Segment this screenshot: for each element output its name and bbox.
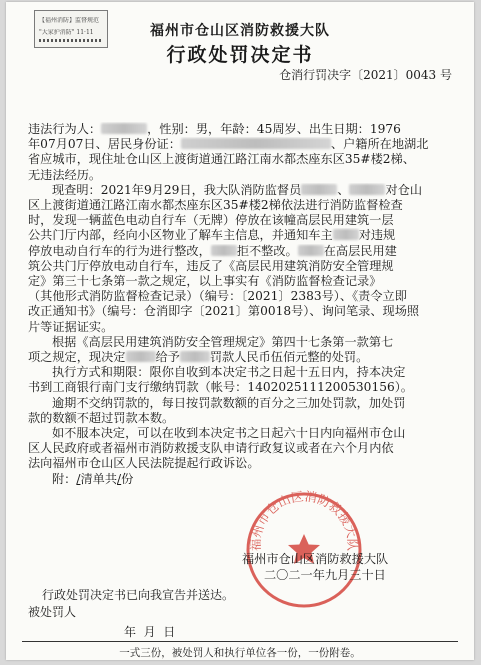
- body-text-span: 定》第三十七条第一款之规定，以上事实有《消防监督检查记录》: [28, 274, 382, 288]
- body-text-span: 改正通知书》（编号：仓消即字〔2021〕第0018号）、询问笔录、现场照: [28, 304, 420, 319]
- redacted-text: [181, 138, 331, 149]
- body-line: [28, 274, 460, 289]
- body-line: [28, 380, 460, 395]
- body-text-span: 现查明：2021年9月29日，我大队消防监督员: [52, 182, 302, 197]
- body-text-span: 书到工商银行南门支行缴纳罚款（帐号：1402025111200530156）。: [28, 380, 413, 395]
- body-line: [28, 335, 460, 350]
- signature-date: 二〇二一年九月三十日: [264, 568, 386, 582]
- body-text-span: ，性别：男，年龄：45周岁、出生日期：1976: [147, 122, 401, 136]
- body-text-span: 款的数额不超过罚款本数。: [28, 410, 175, 425]
- redacted-text: [349, 184, 385, 195]
- body-text-span: 如不服本决定，可以在收到本决定书之日起六十日内向福州市仓山: [52, 426, 406, 440]
- agency-header: 福州市仓山区消防救援大队: [150, 23, 330, 39]
- corner-label-line2: "大家护消防" 11·11: [39, 29, 94, 36]
- body-line: [28, 228, 460, 243]
- body-text-span: 时，发现一辆蓝色电动自行车（无牌）停放在该幢高层民用建筑一层: [28, 213, 394, 228]
- body-text-span: 罚款人民币伍佰元整的处罚。: [209, 350, 369, 364]
- body-text-span: /: [76, 471, 81, 486]
- body-text-span: 项之规定，现决定: [28, 350, 126, 364]
- body-line: [28, 259, 460, 274]
- signature-agency: 福州市仓山区消防救援大队: [242, 552, 389, 566]
- body-text-span: 、户籍所在地湖北: [330, 137, 429, 152]
- redacted-text: [333, 229, 359, 240]
- body-line: [28, 411, 460, 426]
- body-line: [28, 320, 460, 335]
- body-line: [28, 289, 460, 304]
- document-page: [6, 2, 474, 660]
- document-number: 仓消行罚决字〔2021〕0043 号: [279, 68, 452, 82]
- footer-divider: [22, 641, 458, 642]
- recipient-date: 年 月 日: [124, 625, 176, 639]
- delivery-statement: 行政处罚决定书已向我宣告并送达。: [42, 588, 235, 602]
- body-text-span: 区上渡街道通江路江南水都杰座东区35#楼2梯依法进行消防监督检查: [28, 198, 403, 212]
- recipient-label: 被处罚人: [28, 605, 77, 619]
- body-text-span: 对仓山: [385, 182, 423, 197]
- body-text-span: 份: [121, 471, 134, 486]
- body-line: [28, 213, 460, 228]
- body-text-span: 停放电动自行车的行为进行整改，: [28, 243, 211, 258]
- body-text-span: 违法行为人：: [28, 122, 102, 136]
- body-text-span: 附：: [52, 471, 77, 486]
- body-text-span: 年07月07日、居民身份证：: [28, 137, 181, 152]
- body-text-span: 片等证据证实。: [28, 319, 114, 334]
- redacted-text: [301, 184, 337, 195]
- body-line: [28, 198, 460, 213]
- body-line: [28, 350, 460, 365]
- body-text-span: 区人民政府或者福州市消防救援支队申请行政复议或者在六个月内依: [28, 441, 394, 456]
- body-line: [28, 183, 460, 198]
- redacted-text: [126, 351, 156, 362]
- body-line: [28, 137, 460, 152]
- body-text-span: 法向福州市仓山区人民法院提起行政诉讼。: [28, 456, 260, 471]
- body-line: [28, 304, 460, 319]
- body-line: [28, 122, 460, 137]
- body-text-span: 、: [337, 182, 350, 197]
- body-text-span: 清单共: [80, 471, 118, 486]
- document-title: 行政处罚决定书: [166, 44, 314, 66]
- body-text-span: 逾期不交纳罚款的，每日按罚款数额的百分之三加处罚款，加处罚: [52, 395, 406, 410]
- body-text-span: 给予: [155, 350, 180, 364]
- body-line: [28, 365, 460, 380]
- body-text-span: 执行方式和期限：限你自收到本决定书之日起十五日内，持本决定: [52, 365, 406, 380]
- body-line: [28, 396, 460, 411]
- body-line: [28, 152, 460, 167]
- body-text-span: 根据《高层民用建筑消防安全管理规定》第四十七条第一款第七: [52, 334, 394, 349]
- body-text-span: 拒不整改。: [236, 243, 298, 258]
- body-text-span: 公共门厅内部，经向小区物业了解车主信息，并通知车主: [28, 228, 333, 243]
- footer-note: 一式三份，被处罚人和执行单位各一份，一份附卷。: [119, 647, 361, 659]
- body-line: [28, 244, 460, 259]
- body-line: [28, 472, 460, 487]
- body-text-span: （其他形式消防监督检查记录）（编号：〔2021〕2383号）、《责令立即: [28, 289, 407, 304]
- body-line: [28, 456, 460, 471]
- body-text-span: 筑公共门厅停放电动自行车，违反了《高层民用建筑消防安全管理规: [28, 258, 394, 273]
- body-text-span: 无违法经历。: [28, 167, 102, 182]
- redacted-text: [180, 351, 210, 362]
- body-line: [28, 441, 460, 456]
- body-text-span: 在高层民用建: [323, 243, 397, 258]
- body-text-span: 省应城市，现住址仓山区上渡街道通江路江南水都杰座东区35#楼2梯、: [28, 152, 415, 167]
- body-text-span: 对违规: [358, 228, 396, 243]
- body-line: [28, 168, 460, 183]
- corner-label-line1: 【福州消防】监督规范: [39, 17, 100, 24]
- body-text-span: /: [117, 471, 122, 486]
- redacted-text: [211, 245, 237, 256]
- redacted-text: [101, 123, 147, 134]
- seal-text: 福州市仓山区消防救援大队: [247, 488, 361, 552]
- redacted-text: [298, 245, 324, 256]
- body-line: [28, 426, 460, 441]
